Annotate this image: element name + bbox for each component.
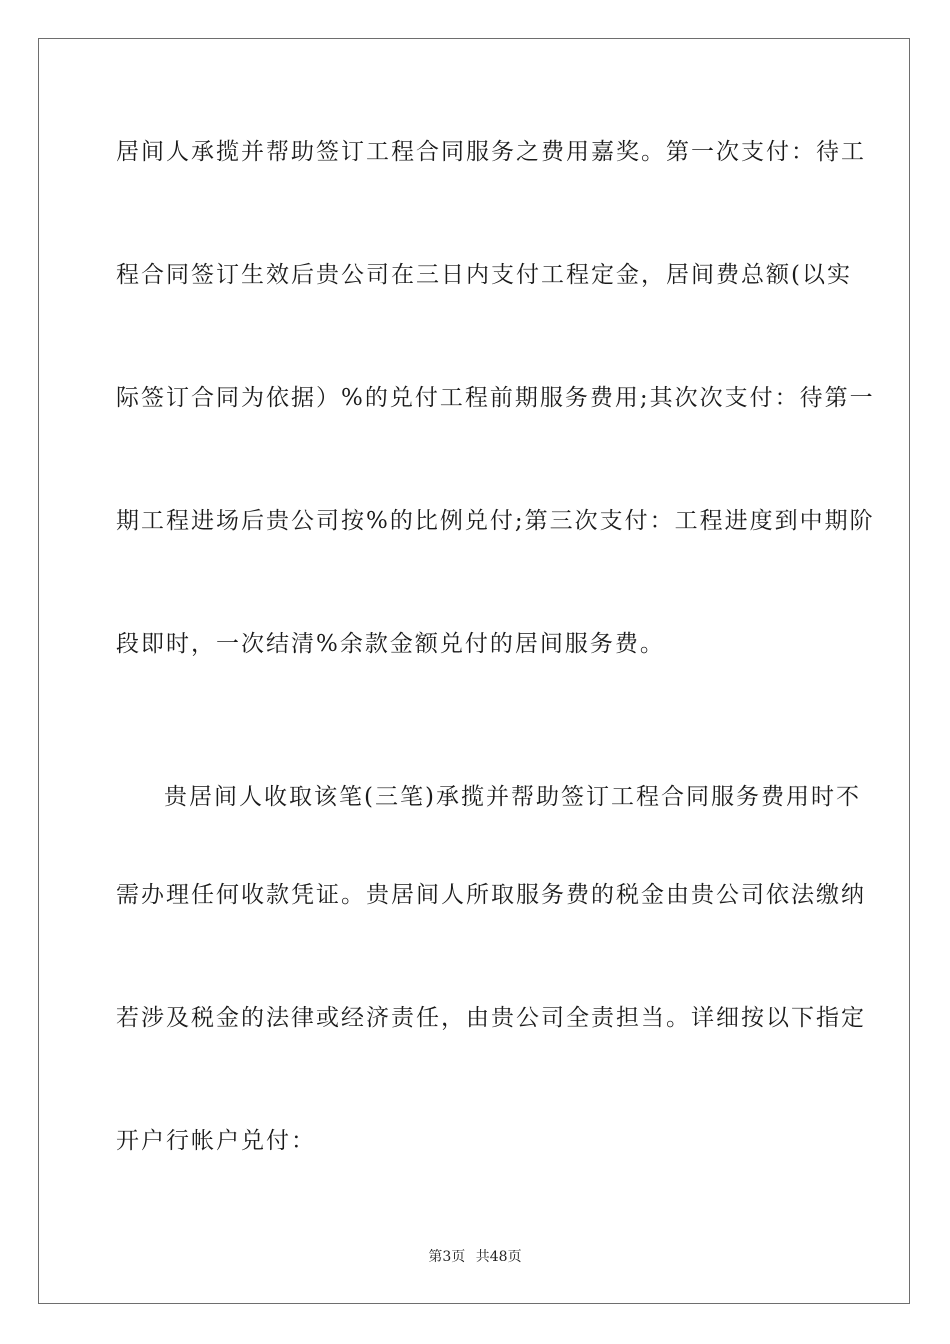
page-number: 第3页 bbox=[428, 1249, 466, 1265]
text-line-1: 居间人承揽并帮助签订工程合同服务之费用嘉奖。第一次支付：待工 bbox=[116, 139, 866, 165]
text-line-3: 际签订合同为依据）%的兑付工程前期服务费用;其次次支付：待第一 bbox=[116, 385, 875, 411]
text-line-8: 若涉及税金的法律或经济责任，由贵公司全责担当。详细按以下指定 bbox=[116, 1005, 866, 1031]
page-border bbox=[38, 38, 910, 1304]
text-line-5: 段即时，一次结清%余款金额兑付的居间服务费。 bbox=[116, 631, 665, 657]
text-line-9: 开户行帐户兑付： bbox=[116, 1128, 316, 1154]
text-line-2: 程合同签订生效后贵公司在三日内支付工程定金，居间费总额(以实 bbox=[116, 262, 852, 288]
paragraph-indented-line: 贵居间人收取该笔(三笔)承揽并帮助签订工程合同服务费用时不 bbox=[164, 784, 861, 810]
page-total: 共48页 bbox=[475, 1249, 522, 1265]
text-line-7: 需办理任何收款凭证。贵居间人所取服务费的税金由贵公司依法缴纳 bbox=[116, 882, 866, 908]
page-footer bbox=[0, 1248, 950, 1266]
text-line-4: 期工程进场后贵公司按%的比例兑付;第三次支付：工程进度到中期阶 bbox=[116, 508, 875, 534]
